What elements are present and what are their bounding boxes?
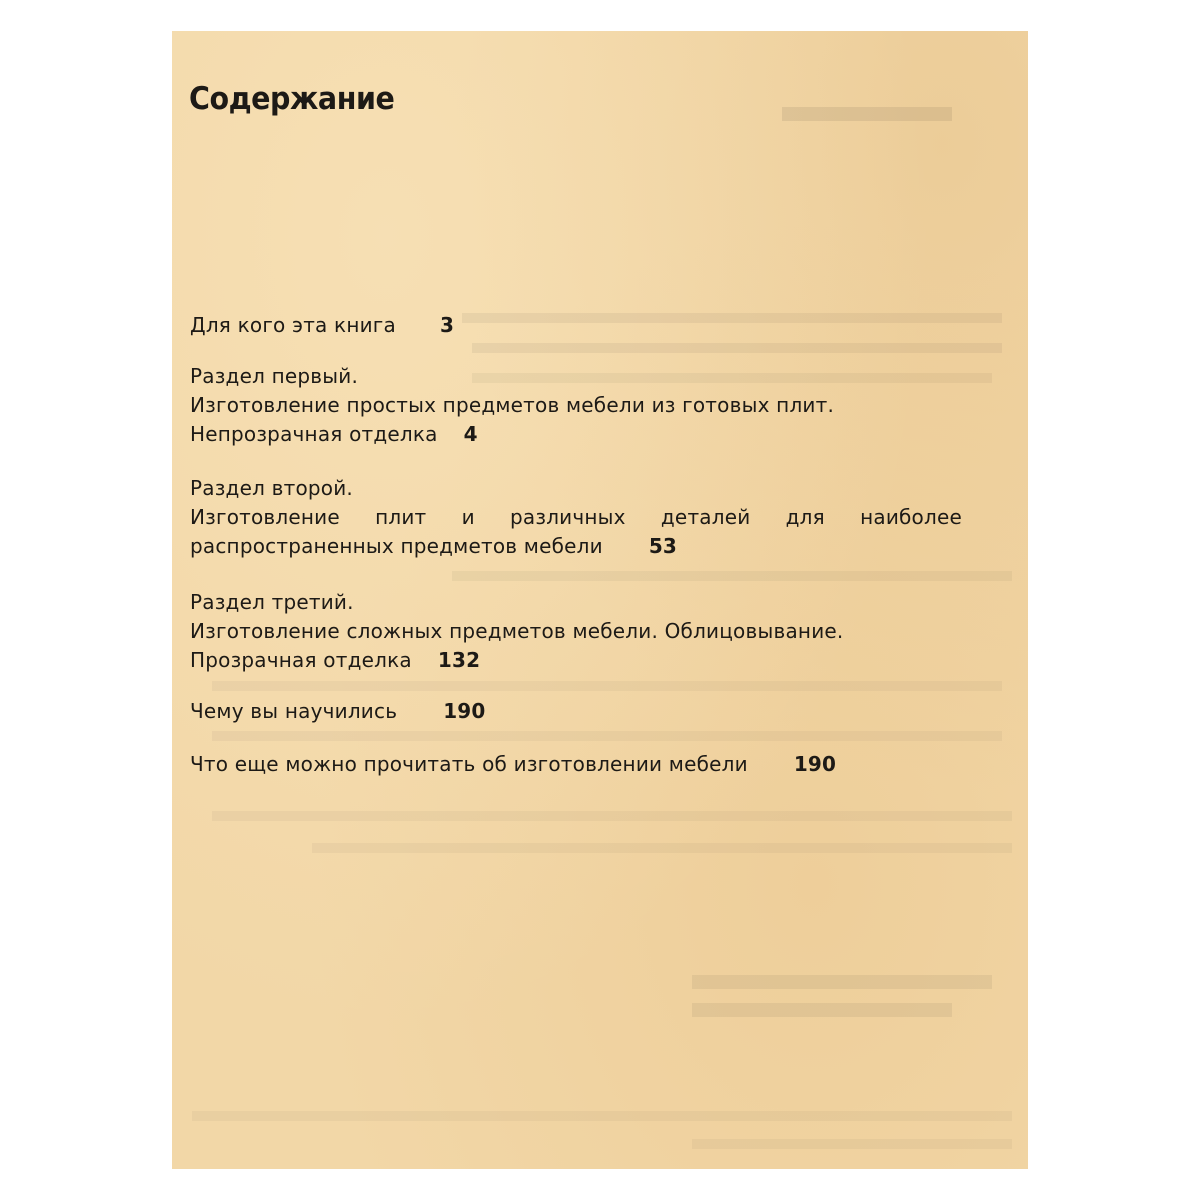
section-heading-part2: Раздел второй. [190, 476, 353, 500]
toc-entry-text: Для кого эта книга [190, 313, 396, 337]
section-heading-part1: Раздел первый. [190, 364, 359, 388]
page-title: Содержание [189, 81, 395, 117]
section-subtitle-part1: Изготовление простых предметов мебели из готовых плит. [190, 393, 835, 417]
section-subtitle-part3: Изготовление сложных предметов мебели. Облицовывание. [190, 619, 844, 643]
toc-entry-text: Чему вы научились [190, 699, 398, 723]
bleed-through-line [192, 1111, 1012, 1121]
word: плит [375, 505, 427, 529]
toc-page-number: 3 [439, 313, 455, 337]
toc-entry-further-reading [190, 750, 970, 779]
word: для [785, 505, 825, 529]
bleed-through-line [692, 975, 992, 989]
toc-entry-text: Непрозрачная отделка [190, 422, 438, 446]
bleed-through-line [782, 107, 952, 121]
bleed-through-line [312, 843, 1012, 853]
word: и [461, 505, 475, 529]
word: наиболее [860, 505, 962, 529]
toc-entry-transparent-finish [190, 646, 970, 675]
toc-entry-learned [190, 697, 970, 726]
toc-page-number: 132 [437, 648, 481, 672]
word: деталей [660, 505, 751, 529]
toc-page-number: 53 [648, 534, 678, 558]
book-page [172, 31, 1028, 1169]
bleed-through-line [692, 1003, 952, 1017]
word: различных [510, 505, 626, 529]
section-subtitle-part2-line2 [190, 532, 970, 561]
toc-entry-intro [190, 311, 970, 340]
bleed-through-line [692, 1139, 1012, 1149]
word: Изготовление [190, 505, 340, 529]
toc-entry-text: Что еще можно прочитать об изготовлении мебели [190, 752, 748, 776]
toc-page-number: 190 [793, 752, 837, 776]
toc-entry-opaque-finish [190, 420, 970, 449]
section-subtitle-part2-line1 [190, 503, 962, 532]
toc-entry-text: Прозрачная отделка [190, 648, 412, 672]
table-of-contents [190, 311, 970, 779]
bleed-through-line [212, 811, 1012, 821]
toc-entry-text: распространенных предметов мебели [190, 534, 603, 558]
section-heading-part3: Раздел третий. [190, 590, 354, 614]
toc-page-number: 4 [463, 422, 478, 446]
toc-page-number: 190 [443, 699, 486, 723]
